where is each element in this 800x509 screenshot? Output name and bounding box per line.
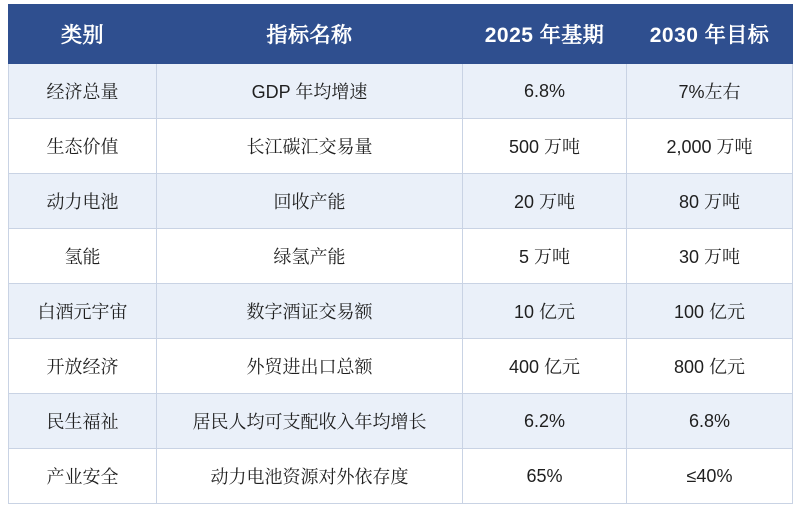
metrics-table bbox=[8, 4, 793, 504]
cell-metric: 居民人均可支配收入年均增长 bbox=[157, 394, 463, 449]
header-row bbox=[9, 5, 793, 64]
table-row bbox=[9, 449, 793, 504]
column-header-metric-name: 指标名称 bbox=[157, 5, 463, 64]
cell-category: 经济总量 bbox=[9, 64, 157, 119]
cell-base-2025: 6.8% bbox=[463, 64, 627, 119]
table-row bbox=[9, 174, 793, 229]
cell-base-2025: 10 亿元 bbox=[463, 284, 627, 339]
cell-base-2025: 500 万吨 bbox=[463, 119, 627, 174]
cell-category: 氢能 bbox=[9, 229, 157, 284]
table-row bbox=[9, 229, 793, 284]
table-row bbox=[9, 394, 793, 449]
cell-category: 产业安全 bbox=[9, 449, 157, 504]
cell-category: 白酒元宇宙 bbox=[9, 284, 157, 339]
cell-category: 民生福祉 bbox=[9, 394, 157, 449]
cell-category: 生态价值 bbox=[9, 119, 157, 174]
cell-target-2030: 80 万吨 bbox=[627, 174, 793, 229]
cell-metric: 绿氢产能 bbox=[157, 229, 463, 284]
cell-metric: GDP 年均增速 bbox=[157, 64, 463, 119]
table-row bbox=[9, 119, 793, 174]
column-header-base-2025: 2025 年基期 bbox=[463, 5, 627, 64]
cell-target-2030: ≤40% bbox=[627, 449, 793, 504]
cell-target-2030: 6.8% bbox=[627, 394, 793, 449]
cell-base-2025: 20 万吨 bbox=[463, 174, 627, 229]
table-header bbox=[9, 5, 793, 64]
cell-category: 开放经济 bbox=[9, 339, 157, 394]
cell-base-2025: 65% bbox=[463, 449, 627, 504]
cell-base-2025: 5 万吨 bbox=[463, 229, 627, 284]
cell-base-2025: 400 亿元 bbox=[463, 339, 627, 394]
cell-category: 动力电池 bbox=[9, 174, 157, 229]
table-row bbox=[9, 284, 793, 339]
cell-metric: 回收产能 bbox=[157, 174, 463, 229]
cell-target-2030: 2,000 万吨 bbox=[627, 119, 793, 174]
cell-metric: 动力电池资源对外依存度 bbox=[157, 449, 463, 504]
cell-target-2030: 7%左右 bbox=[627, 64, 793, 119]
table-body bbox=[9, 64, 793, 504]
cell-metric: 长江碳汇交易量 bbox=[157, 119, 463, 174]
cell-target-2030: 100 亿元 bbox=[627, 284, 793, 339]
table-row bbox=[9, 64, 793, 119]
cell-metric: 外贸进出口总额 bbox=[157, 339, 463, 394]
column-header-category: 类别 bbox=[9, 5, 157, 64]
table-row bbox=[9, 339, 793, 394]
cell-base-2025: 6.2% bbox=[463, 394, 627, 449]
cell-target-2030: 800 亿元 bbox=[627, 339, 793, 394]
cell-target-2030: 30 万吨 bbox=[627, 229, 793, 284]
column-header-target-2030: 2030 年目标 bbox=[627, 5, 793, 64]
cell-metric: 数字酒证交易额 bbox=[157, 284, 463, 339]
